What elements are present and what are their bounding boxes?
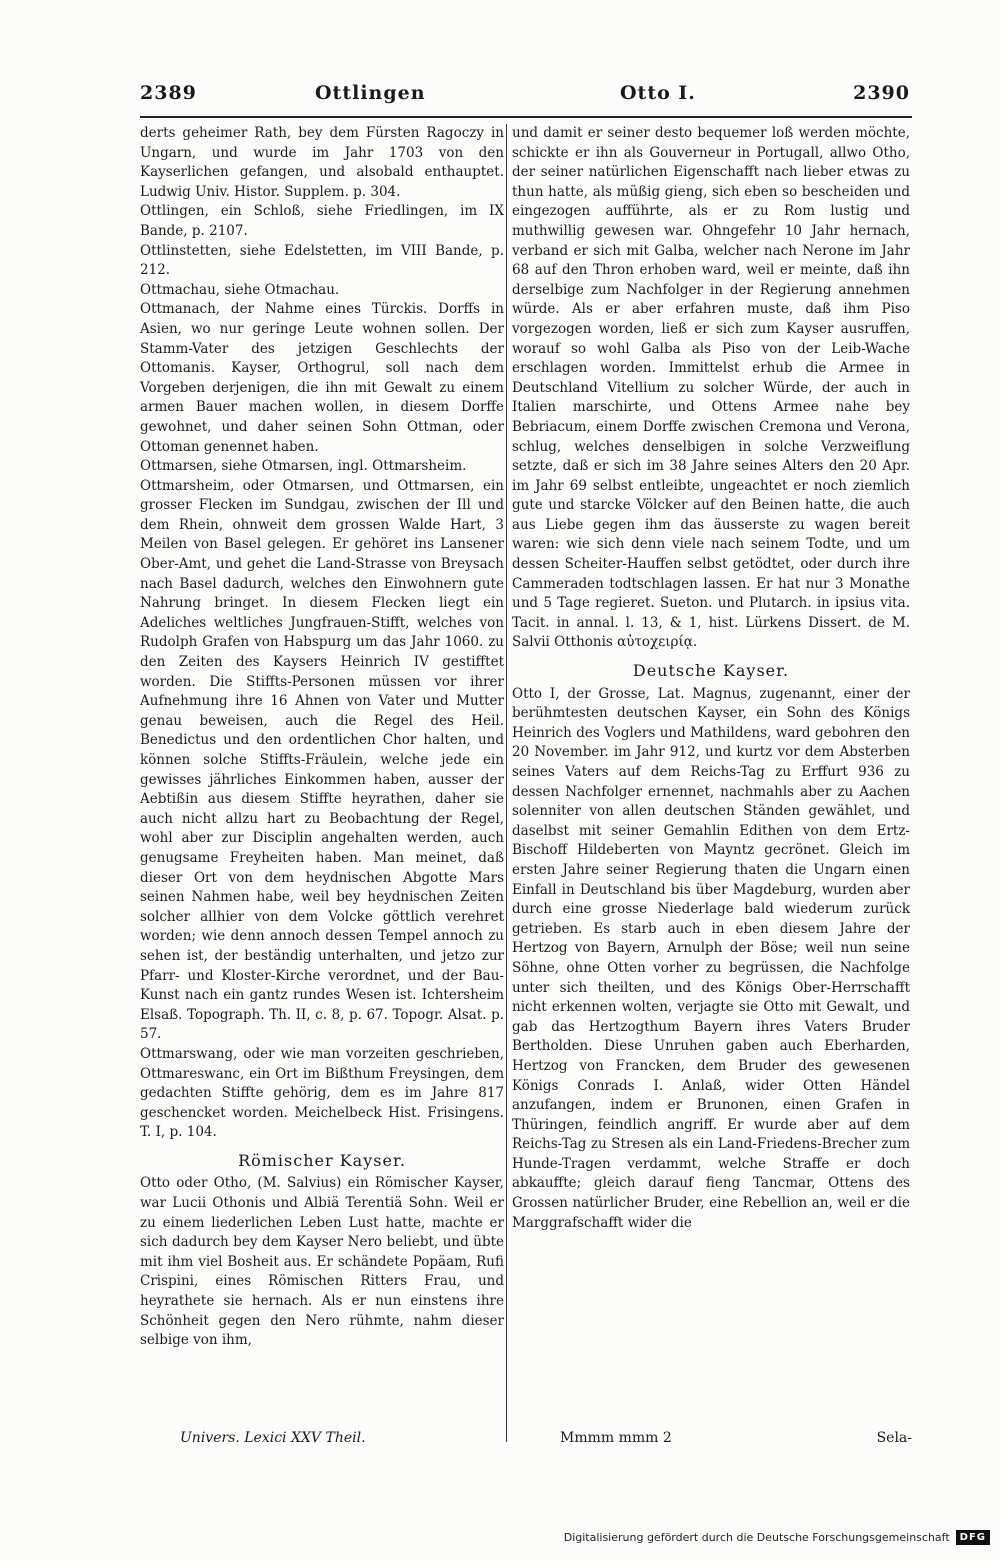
entry-paragraph: und damit er seiner desto bequemer loß werden möchte, schickte er ihn als Gouverneur in Portugall, allwo Otho, der seiner natürlichen Eigenschafft nach lieber etwas zu thun hatte, als müßig gieng, sich eben so bescheiden und eingezogen aufführte, als er zu Rom lustig und muthwillig gewesen war. Ohngefehr 10 Jahr hernach, verband er sich mit Galba, welcher nach Nerone im Jahr 68 auf den Thron erhoben ward, weil er meinte, daß ihn derselbige zum Nachfolger in der Regierung annehmen würde. Als er aber erfahren muste, daß ihm Piso vorgezogen worden, ließ er sich zum Kayser ausruffen, worauf so wohl Galba als Piso von der Leib-Wache erschlagen worden. Immittelst erhub die Armee in Deutschland Vitellium zu solcher Würde, der auch in Italien marschirte, und Ottens Armee nahe bey Bebriacum, einem Dorffe zwischen Cremona und Verona, schlug, welches denselbigen in solche Verzweiflung setzte, daß er sich im 38 Jahre seines Alters den 20 Apr. im Jahr 69 selbst entleibte, ungeachtet er noch ziemlich gute und starcke Völcker auf den Beinen hatte, die auch aus Liebe gegen ihm das äusserste zu wagen bereit waren: wie sich denn viele nach seinem Todte, und um dessen Scheiter-Hauffen selbst getödtet, oder durch ihre Cammeraden todtschlagen lassen. Er hat nur 3 Monathe und 5 Tage regieret. Sueton. und Plutarch. in ipsius vita. Tacit. in annal. l. 13, & 1, hist. Lürkens Dissert. de M. Salvii Otthonis αὐτοχειρίᾳ. — [512, 125, 910, 651]
catchword: Sela- — [876, 1430, 912, 1446]
section-heading: Deutsche Kayser. — [632, 661, 790, 681]
section-heading: Römischer Kayser. — [238, 1150, 406, 1170]
credit-text: Digitalisierung gefördert durch die Deutsche Forschungsgemeinschaft — [563, 1531, 950, 1544]
column-divider — [506, 124, 507, 1442]
left-column — [140, 124, 504, 1351]
entry-paragraph: Ottmarsheim, oder Otmarsen, und Ottmarsen, ein grosser Flecken im Sundgau, zwischen der Ill und dem Rhein, ohnweit dem grossen Walde Hart, 3 Meilen von Basel gelegen. Er gehöret ins Lansener Ober-Amt, und gehet die Land-Strasse von Breysach nach Basel dadurch, welches den Einwohnern gute Nahrung bringet. In diesem Flecken liegt ein Adeliches weltliches Jungfrauen-Stifft, welches von Rudolph Grafen von Habspurg um das Jahr 1060. zu den Zeiten des Kaysers Heinrich IV gestifftet worden. Die Stiffts-Personen müssen vor ihrer Aufnehmung ihre 16 Ahnen von Vater und Mutter genau beweisen, auch die Regel des Heil. Benedictus und den ordentlichen Chor halten, und können solche Stiffts-Fräulein, welche jede ein gewisses jährliches Einkommen haben, ausser der Aebtißin aus diesem Stiffte heyrathen, daher sie auch nicht allzu hart zu Beobachtung der Regel, wohl aber zur Disciplin angehalten werden, auch genugsame Freyheiten haben. Man meinet, daß dieser Ort von dem heydnischen Abgotte Mars seinen Nahmen habe, weil bey heydnischen Zeiten solcher allhier von dem Volcke göttlich verehret worden; wie denn annoch dessen Tempel annoch zu sehen ist, der beständig unterhalten, und jetzo zur Pfarr- und Kloster-Kirche verordnet, und der Bau-Kunst nach ein gantz rundes Wesen ist. Ichtersheim Elsaß. Topograph. Th. II, c. 8, p. 67. Topogr. Alsat. p. 57. — [140, 477, 504, 1043]
headword-right: Otto I. — [620, 82, 696, 104]
running-header — [140, 82, 910, 112]
page-number-right: 2390 — [853, 82, 910, 104]
headword-left: Ottlingen — [315, 82, 426, 104]
entry-paragraph: Otto I, der Grosse, Lat. Magnus, zugenannt, einer der berühmtesten deutschen Kayser, ein Sohn des Königs Heinrich des Voglers und Mathildens, ward gebohren den 20 November. im Jahr 912, und kurtz vor dem Absterben seines Vaters auf dem Reichs-Tag zu Erffurt 936 zu dessen Nachfolger ernennet, nachmahls aber zu Aachen solenniter von allen deutschen Ständen gewählet, und daselbst mit seiner Gemahlin Edithen von dem Ertz-Bischoff Hildeberten von Mayntz gecrönet. Gleich im ersten Jahre seiner Regierung thaten die Ungarn einen Einfall in Deutschland bis über Magdeburg, wurden aber durch eine grosse Niederlage bald wiederum zurück getrieben. Es starb auch in eben diesem Jahre der Hertzog von Bayern, Arnulph der Böse; weil nun seine Söhne, ohne Otten vorher zu begrüssen, die Nachfolge unter sich theilten, und des Königs Ober-Herrschafft nicht erkennen wolten, verjagte sie Otto mit Gewalt, und gab das Hertzogthum Bayern ihres Vaters Bruder Bertholden. Diese Unruhen gaben auch Eberharden, Hertzog von Francken, dem Bruder des gewesenen Königs Conrads I. Anlaß, wider Otten Händel anzufangen, indem er Brunonen, einen Grafen in Thüringen, feindlich angriff. Er wurde aber auf dem Reichs-Tag zu Stresen als ein Land-Friedens-Brecher zum Hunde-Tragen verdammt, welche Straffe er doch abkauffte; gleich darauf fieng Tancmar, Ottens des Grossen natürlicher Bruder, eine Rebellion an, weil er die Marggrafschafft wider die — [512, 685, 910, 1231]
entry-paragraph: derts geheimer Rath, bey dem Fürsten Ragoczy in Ungarn, und wurde im Jahr 1703 von den Kayserlichen gefangen, und alsobald enthauptet. Ludwig Univ. Histor. Supplem. p. 304. — [140, 125, 504, 200]
entry-paragraph: Ottlingen, ein Schloß, siehe Friedlingen, im IX Bande, p. 2107. — [140, 203, 504, 239]
page-footer — [140, 1430, 912, 1454]
dfg-logo-icon: DFG — [956, 1530, 990, 1545]
volume-signature: Univers. Lexici XXV Theil. — [180, 1430, 366, 1446]
entry-paragraph: Ottmachau, siehe Otmachau. — [140, 281, 340, 298]
signature-mark: Mmmm mmm 2 — [560, 1430, 672, 1446]
header-rule — [140, 116, 912, 118]
entry-paragraph: Ottmarsen, siehe Otmarsen, ingl. Ottmarsheim. — [140, 458, 467, 475]
entry-paragraph: Otto oder Otho, (M. Salvius) ein Römischer Kayser, war Lucii Othonis und Albiä Terentiä Sohn. Weil er zu einem liederlichen Leben Lust hatte, machte er sich dadurch bey dem Kayser Nero beliebt, und übte mit ihm viel Bosheit aus. Er schändete Popäam, Rufi Crispini, eines Römischen Ritters Frau, und heyrathete sie hernach. Als er nun einstens ihre Schönheit gegen den Nero rühmte, nahm dieser selbige von ihm, — [140, 1175, 504, 1349]
entry-paragraph: Ottlinstetten, siehe Edelstetten, im VIII Bande, p. 212. — [140, 242, 504, 279]
entry-paragraph: Ottmanach, der Nahme eines Türckis. Dorffs in Asien, wo nur geringe Leute wohnen sollen. Der Stamm-Vater des jetzigen Geschlechts der Ottomanis. Kayser, Orthogrul, soll nach dem Vorgeben derjenigen, die ihn mit Gewalt zu einem armen Bauer machen wollen, in diesem Dorffe gewohnet, und daher seinen Sohn Ottman, oder Ottoman genennet haben. — [140, 301, 504, 455]
funding-credit — [564, 1530, 990, 1545]
right-column — [512, 124, 910, 1233]
entry-paragraph: Ottmarswang, oder wie man vorzeiten geschrieben, Ottmareswanc, ein Ort im Bißthum Freysingen, dem gedachten Stiffte gehörig, dem es im Jahre 817 geschencket worden. Meichelbeck Hist. Frisingens. T. I, p. 104. — [140, 1045, 504, 1141]
page-number-left: 2389 — [140, 82, 197, 104]
